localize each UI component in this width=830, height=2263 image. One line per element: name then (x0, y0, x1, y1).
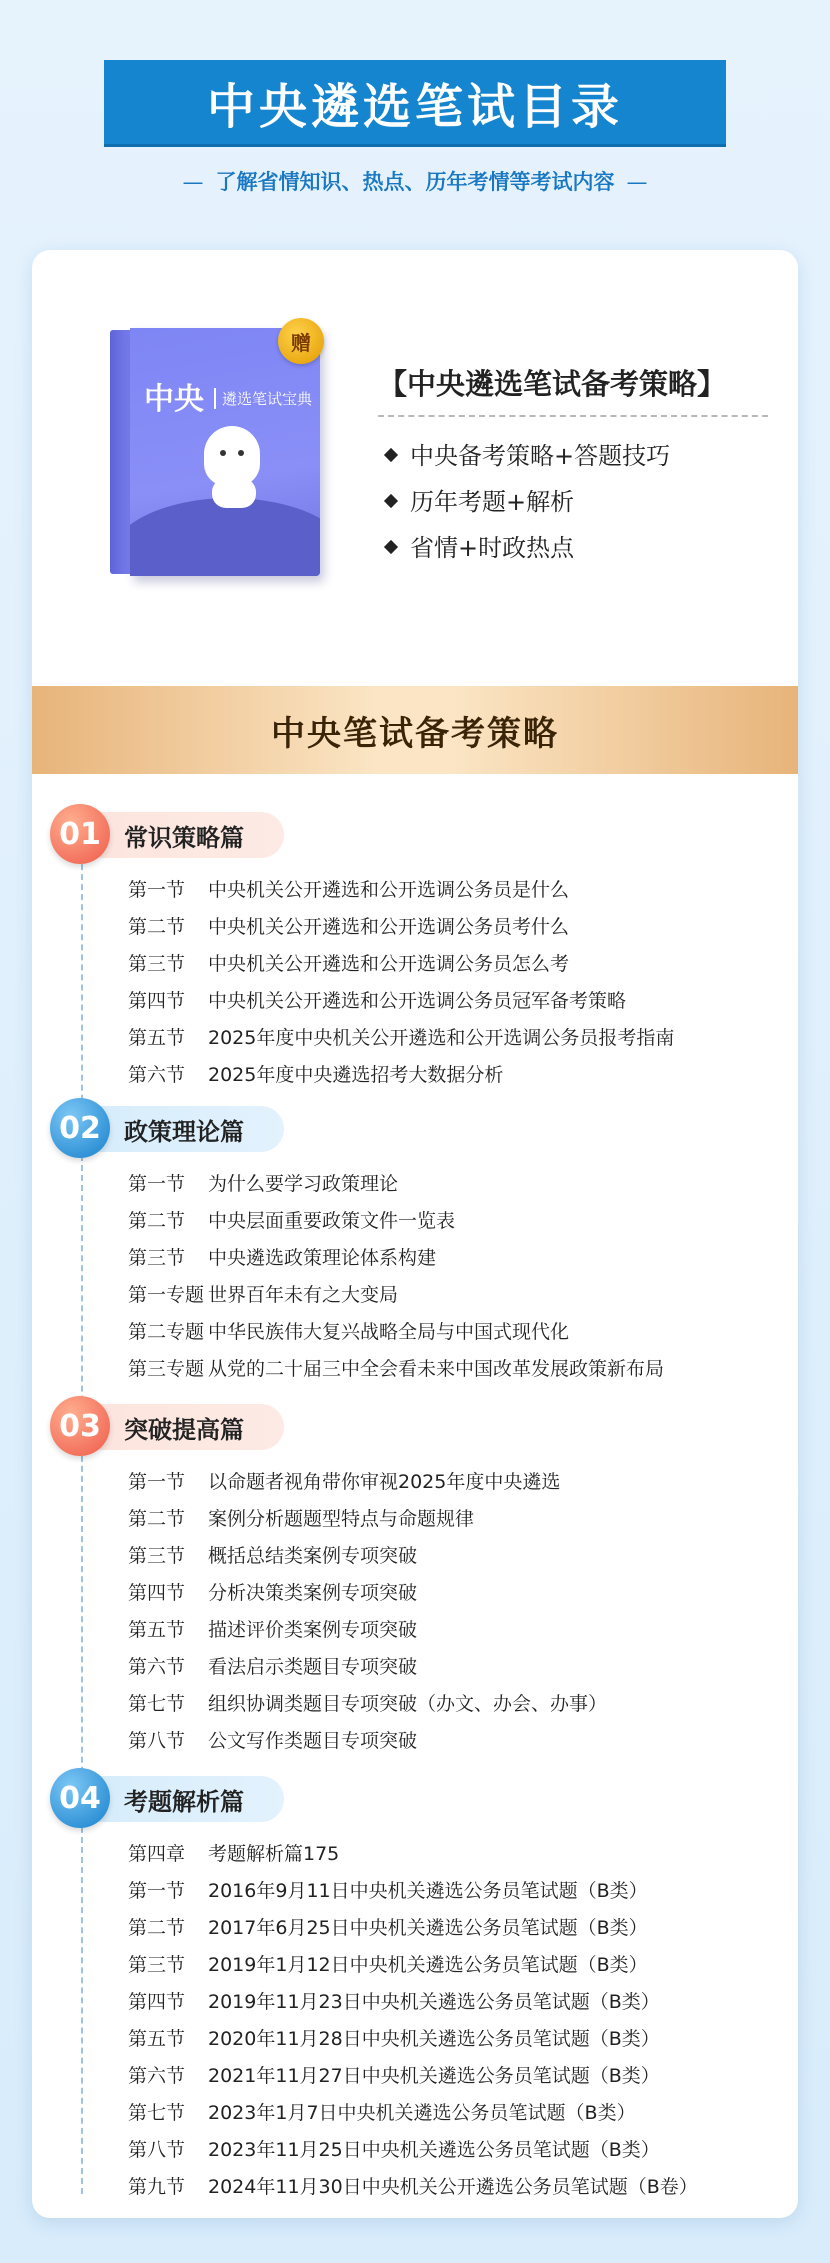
item-title: 看法启示类题目专项突破 (208, 1656, 418, 1678)
part-item-list (50, 1464, 790, 1760)
part-number-badge: 01 (50, 804, 110, 864)
book-cover (130, 328, 320, 576)
item-section-label: 第五节 (128, 1027, 186, 1049)
part-header (50, 1768, 790, 1830)
item-section-label: 第二节 (128, 1917, 186, 1939)
book-cover-title: 中央 (144, 382, 204, 417)
list-item (50, 1057, 790, 1094)
item-section-label: 第一节 (128, 1471, 186, 1493)
item-title: 2017年6月25日中央机关遴选公务员笔试题（B类） (208, 1917, 648, 1939)
part-header (50, 804, 790, 866)
item-title: 2021年11月27日中央机关遴选公务员笔试题（B类） (208, 2065, 660, 2087)
item-title: 2025年度中央机关公开遴选和公开选调公务员报考指南 (208, 1027, 675, 1049)
list-item (50, 2095, 790, 2132)
part-item-list (50, 1836, 790, 2206)
subtitle-text: 了解省情知识、热点、历年考情等考试内容 (215, 170, 615, 194)
section-banner (32, 686, 798, 774)
promo-bullet-text: 历年考题+解析 (410, 488, 575, 516)
item-section-label: 第二节 (128, 916, 186, 938)
promo-bullet (378, 525, 768, 571)
item-section-label: 第七节 (128, 2102, 186, 2124)
section-banner-title: 中央笔试备考策略 (271, 713, 559, 754)
item-title: 为什么要学习政策理论 (208, 1173, 399, 1195)
list-item (50, 1612, 790, 1649)
promo-bullet (378, 433, 768, 479)
list-item (50, 909, 790, 946)
promo-bullet-list (378, 433, 768, 571)
list-item (50, 983, 790, 1020)
list-item (50, 1277, 790, 1314)
promo-bullet (378, 479, 768, 525)
item-title: 从党的二十届三中全会看未来中国改革发展政策新布局 (208, 1358, 665, 1380)
part-01 (50, 804, 790, 1094)
item-section-label: 第一节 (128, 879, 186, 901)
item-section-label: 第四节 (128, 990, 186, 1012)
list-item (50, 1166, 790, 1203)
part-04 (50, 1768, 790, 2206)
part-title: 考题解析篇 (78, 1776, 284, 1822)
book-ground-shape (130, 498, 320, 576)
part-03 (50, 1396, 790, 1760)
list-item (50, 1351, 790, 1388)
item-title: 中央机关公开遴选和公开选调公务员冠军备考策略 (208, 990, 627, 1012)
list-item (50, 946, 790, 983)
subtitle-dash-left: — (182, 170, 204, 194)
list-item (50, 872, 790, 909)
item-title: 中央遴选政策理论体系构建 (208, 1247, 437, 1269)
promo-block (378, 362, 768, 571)
book-image (110, 318, 350, 588)
part-02 (50, 1098, 790, 1388)
item-title: 世界百年未有之大变局 (208, 1284, 399, 1306)
item-section-label: 第三节 (128, 1247, 186, 1269)
item-title: 2019年11月23日中央机关遴选公务员笔试题（B类） (208, 1991, 660, 2013)
gift-badge-icon: 赠 (278, 318, 324, 364)
list-item (50, 2058, 790, 2095)
item-section-label: 第八节 (128, 2139, 186, 2161)
item-section-label: 第六节 (128, 1064, 186, 1086)
item-title: 案例分析题题型特点与命题规律 (208, 1508, 475, 1530)
mascot-body (212, 478, 256, 508)
part-number-badge: 04 (50, 1768, 110, 1828)
item-section-label: 第二节 (128, 1210, 186, 1232)
diamond-bullet-icon (384, 494, 398, 508)
item-title: 2019年1月12日中央机关遴选公务员笔试题（B类） (208, 1954, 648, 1976)
item-section-label: 第七节 (128, 1693, 186, 1715)
page-title-banner (104, 60, 726, 144)
item-section-label: 第六节 (128, 1656, 186, 1678)
item-title: 概括总结类案例专项突破 (208, 1545, 418, 1567)
item-title: 2016年9月11日中央机关遴选公务员笔试题（B类） (208, 1880, 648, 1902)
item-section-label: 第五节 (128, 2028, 186, 2050)
item-section-label: 第六节 (128, 2065, 186, 2087)
item-section-label: 第一节 (128, 1173, 186, 1195)
promo-bullet-text: 中央备考策略+答题技巧 (410, 442, 671, 470)
promo-title: 【中央遴选笔试备考策略】 (378, 362, 768, 417)
part-number-badge: 03 (50, 1396, 110, 1456)
list-item (50, 1649, 790, 1686)
item-title: 中央机关公开遴选和公开选调公务员是什么 (208, 879, 570, 901)
item-title: 分析决策类案例专项突破 (208, 1582, 418, 1604)
part-header (50, 1396, 790, 1458)
subtitle-dash-right: — (626, 170, 648, 194)
item-title: 公文写作类题目专项突破 (208, 1730, 418, 1752)
list-item (50, 1723, 790, 1760)
item-section-label: 第三节 (128, 1954, 186, 1976)
list-item (50, 1501, 790, 1538)
item-section-label: 第四节 (128, 1582, 186, 1604)
list-item (50, 1240, 790, 1277)
item-section-label: 第三节 (128, 953, 186, 975)
item-title: 描述评价类案例专项突破 (208, 1619, 418, 1641)
item-section-label: 第二节 (128, 1508, 186, 1530)
list-item (50, 1464, 790, 1501)
mascot-eye-right (238, 450, 244, 456)
item-title: 2023年11月25日中央机关遴选公务员笔试题（B类） (208, 2139, 660, 2161)
list-item (50, 2132, 790, 2169)
item-section-label: 第四节 (128, 1991, 186, 2013)
item-section-label: 第三节 (128, 1545, 186, 1567)
diamond-bullet-icon (384, 448, 398, 462)
item-title: 2023年1月7日中央机关遴选公务员笔试题（B类） (208, 2102, 636, 2124)
list-item (50, 1873, 790, 1910)
part-item-list (50, 1166, 790, 1388)
mascot-eye-left (220, 450, 226, 456)
item-section-label: 第八节 (128, 1730, 186, 1752)
item-title: 中华民族伟大复兴战略全局与中国式现代化 (208, 1321, 570, 1343)
item-section-label: 第二专题 (128, 1321, 205, 1343)
list-item (50, 1947, 790, 1984)
list-item (50, 2169, 790, 2206)
content-card (32, 250, 798, 2218)
part-title: 政策理论篇 (78, 1106, 284, 1152)
book-cover-name: 遴选笔试宝典 (214, 388, 312, 409)
list-item (50, 1836, 790, 1873)
list-item (50, 1910, 790, 1947)
item-section-label: 第三专题 (128, 1358, 205, 1380)
part-item-list (50, 872, 790, 1094)
list-item (50, 1203, 790, 1240)
item-title: 中央层面重要政策文件一览表 (208, 1210, 456, 1232)
page-title: 中央遴选笔试目录 (206, 78, 623, 135)
item-section-label: 第一专题 (128, 1284, 205, 1306)
part-title: 常识策略篇 (78, 812, 284, 858)
diamond-bullet-icon (384, 540, 398, 554)
item-title: 以命题者视角带你审视2025年度中央遴选 (208, 1471, 561, 1493)
list-item (50, 1020, 790, 1057)
list-item (50, 1314, 790, 1351)
list-item (50, 2021, 790, 2058)
list-item (50, 1575, 790, 1612)
item-title: 2020年11月28日中央机关遴选公务员笔试题（B类） (208, 2028, 660, 2050)
item-section-label: 第一节 (128, 1880, 186, 1902)
item-title: 中央机关公开遴选和公开选调公务员怎么考 (208, 953, 570, 975)
part-number-badge: 02 (50, 1098, 110, 1158)
item-title: 2024年11月30日中央机关公开遴选公务员笔试题（B卷） (208, 2176, 698, 2198)
part-header (50, 1098, 790, 1160)
item-title: 2025年度中央遴选招考大数据分析 (208, 1064, 504, 1086)
item-title: 中央机关公开遴选和公开选调公务员考什么 (208, 916, 570, 938)
item-section-label: 第九节 (128, 2176, 186, 2198)
list-item (50, 1984, 790, 2021)
list-item (50, 1686, 790, 1723)
list-item (50, 1538, 790, 1575)
promo-bullet-text: 省情+时政热点 (410, 534, 575, 562)
book-spine (110, 330, 132, 574)
item-title: 组织协调类题目专项突破（办文、办会、办事） (208, 1693, 608, 1715)
mascot-icon (204, 426, 260, 486)
item-section-label: 第四章 (128, 1843, 186, 1865)
page-subtitle (0, 166, 830, 196)
item-section-label: 第五节 (128, 1619, 186, 1641)
item-title: 考题解析篇175 (208, 1843, 340, 1865)
part-title: 突破提高篇 (78, 1404, 284, 1450)
